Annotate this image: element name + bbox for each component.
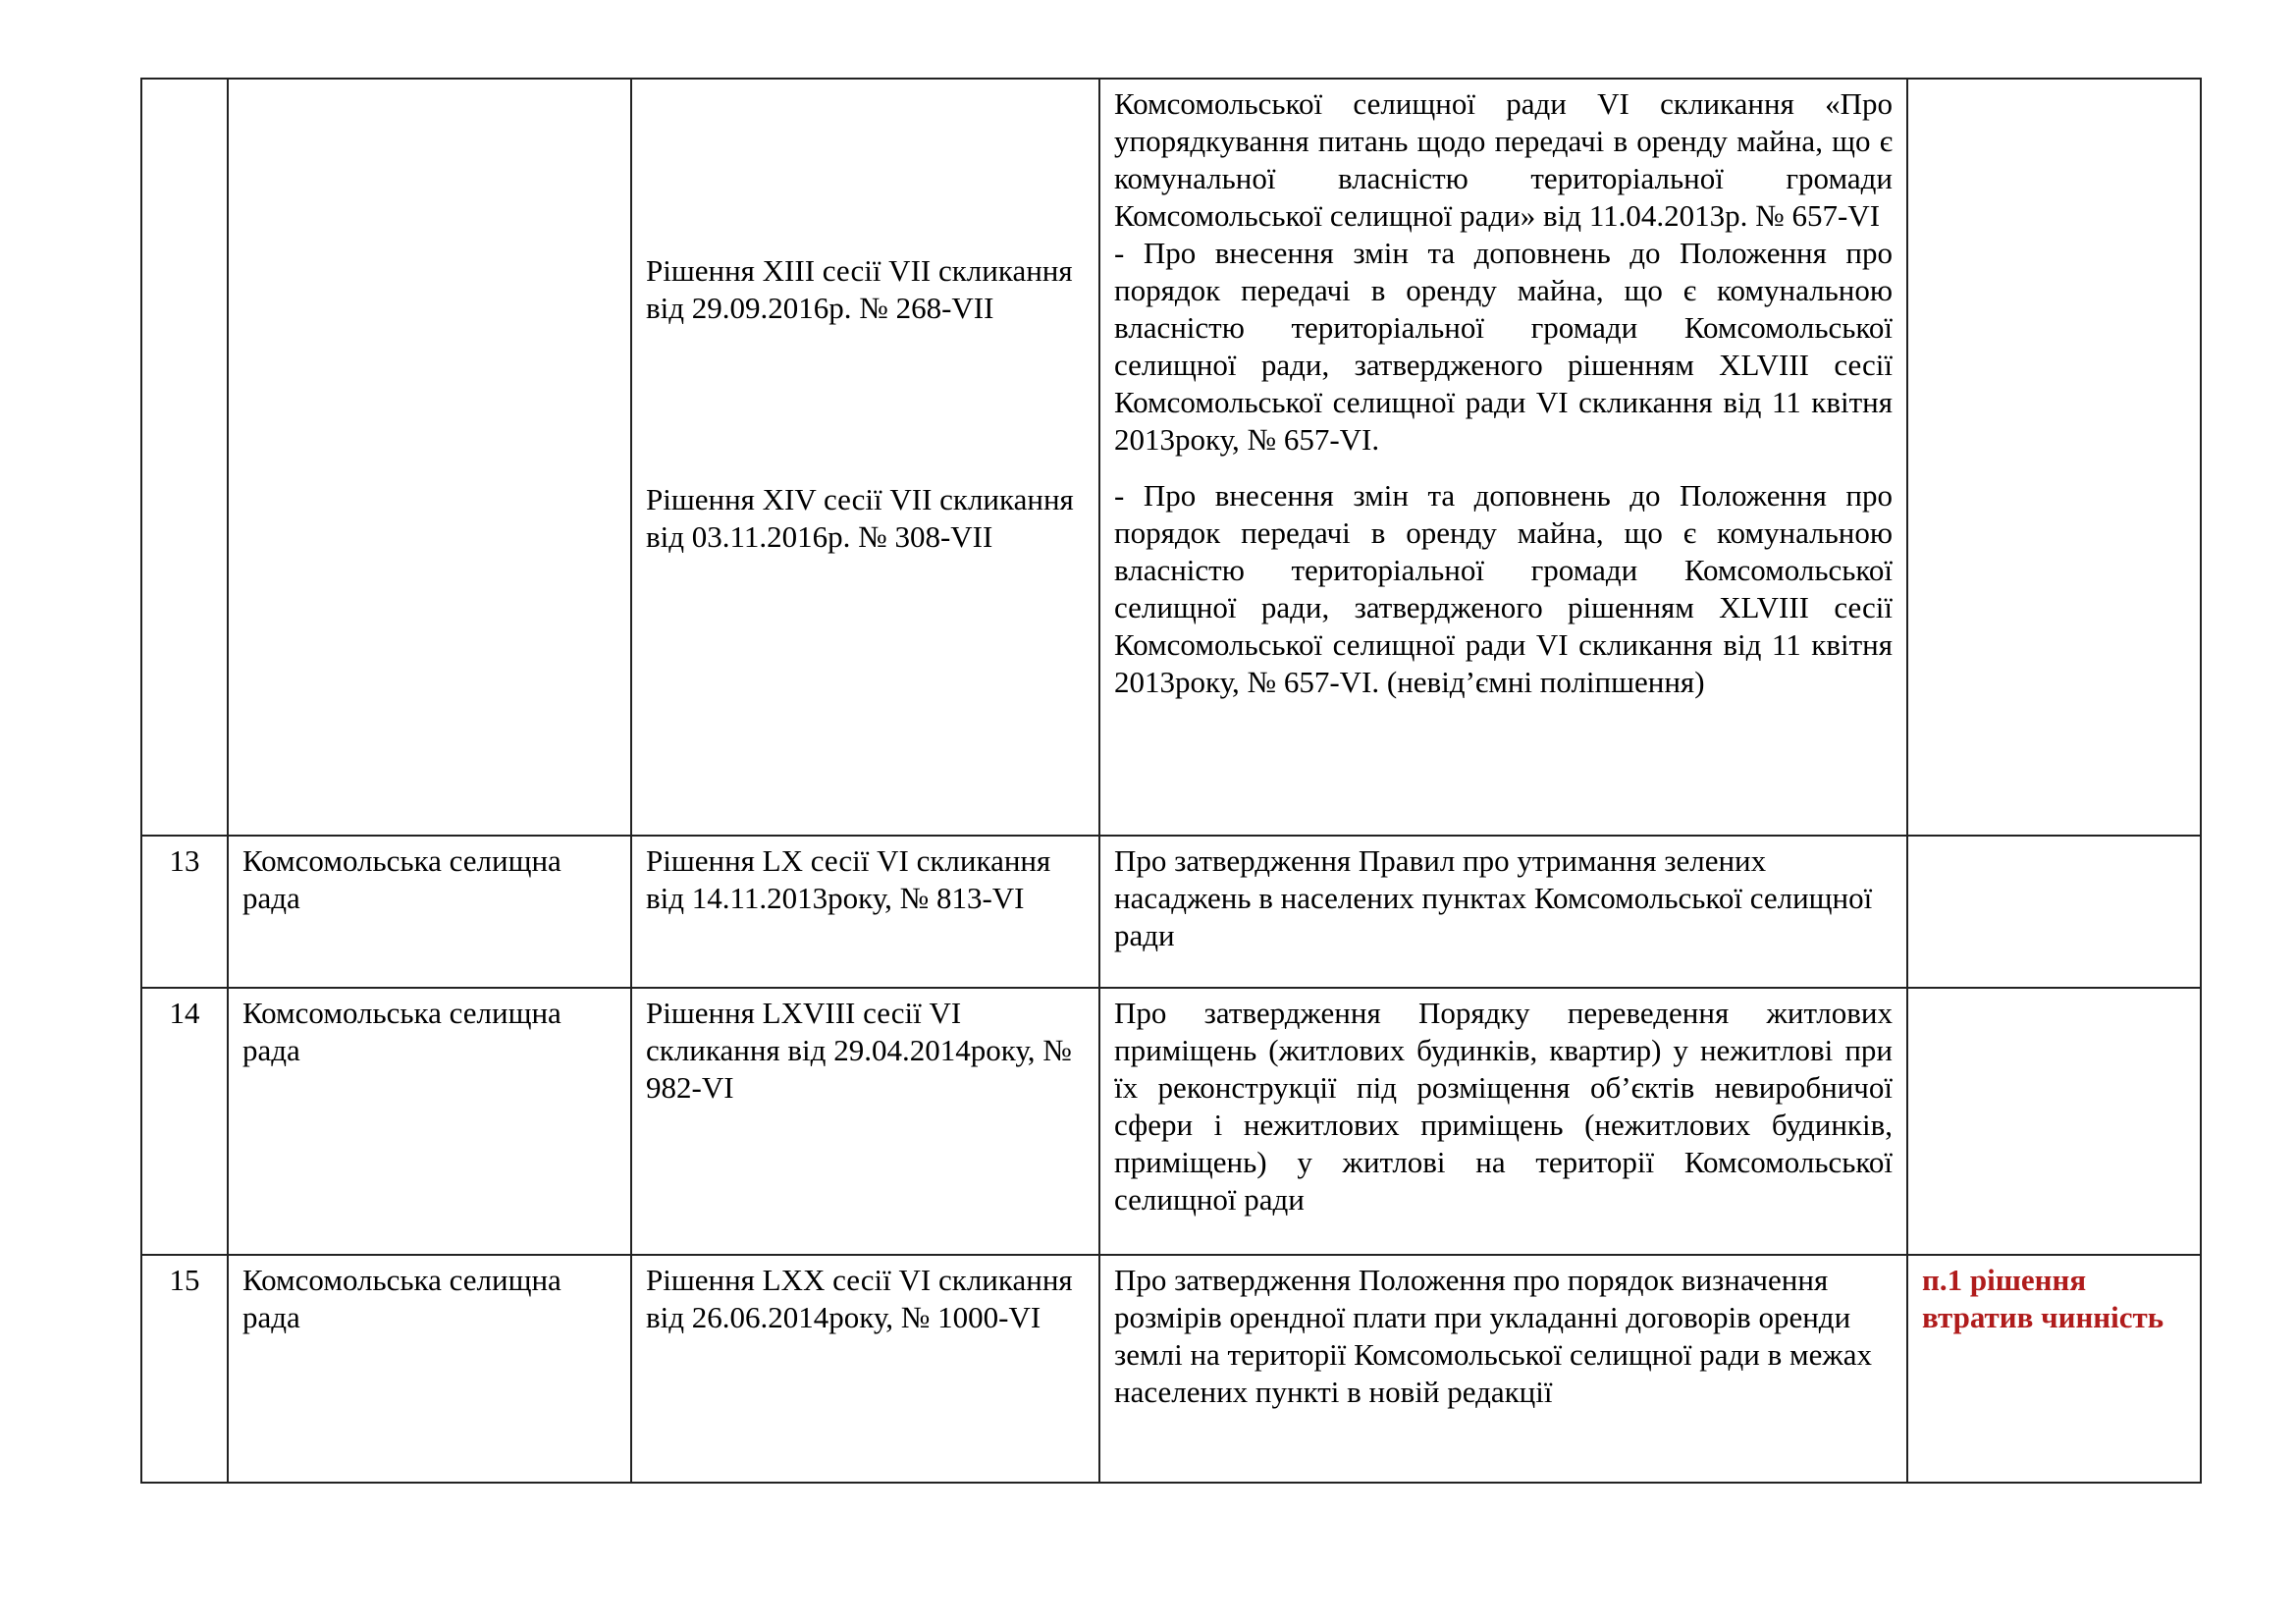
regulation-paragraph: Про затвердження Порядку переведення житлових приміщень (житлових будинків, квартир) у нежитлові при їх реконструкції під розміщення об’єктів невиробничої сфери і нежитлових приміщень (нежитлових будинків, приміщень) у житлові на території Комсомольської селищної ради [1114, 996, 1893, 1217]
issuing-body-cell: Комсомольська селищна рада [228, 988, 631, 1255]
document-page [140, 78, 2202, 1484]
note-cell [1907, 836, 2201, 988]
regulation-title-cell [1099, 79, 1907, 836]
row-number-cell [141, 79, 228, 836]
decision-cell: Рішення LXX сесії VI скликання від 26.06.2014року, № 1000-VI [631, 1255, 1099, 1483]
row-number-cell: 15 [141, 1255, 228, 1483]
regulations-table [140, 78, 2202, 1484]
row-number-cell: 13 [141, 836, 228, 988]
issuing-body-cell [228, 79, 631, 836]
table-row [141, 1255, 2201, 1483]
note-cell [1907, 79, 2201, 836]
note-cell [1907, 988, 2201, 1255]
regulation-title-cell: Про затвердження Правил про утримання зелених насаджень в населених пунктах Комсомольської селищної ради [1099, 836, 1907, 988]
regulation-paragraph: - Про внесення змін та доповнень до Положення про порядок передачі в оренду майна, що є комунальною власністю територіальної громади Комсомольської селищної ради, затвердженого рішенням XLVIII сесії Комсомольської селищної ради VI скликання від 11 квітня 2013року, № 657-VI. (невід’ємні поліпшення) [1114, 478, 1893, 699]
table-row [141, 836, 2201, 988]
regulation-paragraph: Комсомольської селищної ради VI скликання «Про упорядкування питань щодо передачі в оренду майна, що є комунальної власністю територіальної громади Комсомольської селищної ради» від 11.04.2013р. № 657-VI [1114, 86, 1893, 233]
decision-text: Рішення XIV сесії VII скликання від 03.11.2016р. № 308-VII [646, 482, 1074, 554]
decision-text: Рішення XIII сесії VII скликання від 29.09.2016р. № 268-VII [646, 253, 1073, 325]
note-cell: п.1 рішення втратив чинність [1907, 1255, 2201, 1483]
issuing-body-cell: Комсомольська селищна рада [228, 836, 631, 988]
decision-cell: Рішення LXVIII сесії VI скликання від 29.04.2014року, № 982-VI [631, 988, 1099, 1255]
regulation-paragraph: - Про внесення змін та доповнень до Положення про порядок передачі в оренду майна, що є комунальною власністю територіальної громади Комсомольської селищної ради, затвердженого рішенням XLVIII сесії Комсомольської селищної ради VI скликання від 11 квітня 2013року, № 657-VI. [1114, 236, 1893, 457]
decision-cell: Рішення LX сесії VI скликання від 14.11.2013року, № 813-VI [631, 836, 1099, 988]
row-number-cell: 14 [141, 988, 228, 1255]
table-row [141, 79, 2201, 836]
decision-cell [631, 79, 1099, 836]
issuing-body-cell: Комсомольська селищна рада [228, 1255, 631, 1483]
regulation-title-cell [1099, 988, 1907, 1255]
table-row [141, 988, 2201, 1255]
regulation-title-cell: Про затвердження Положення про порядок визначення розмірів орендної плати при укладанні договорів оренди землі на території Комсомольської селищної ради в межах населених пункті в новій редакції [1099, 1255, 1907, 1483]
